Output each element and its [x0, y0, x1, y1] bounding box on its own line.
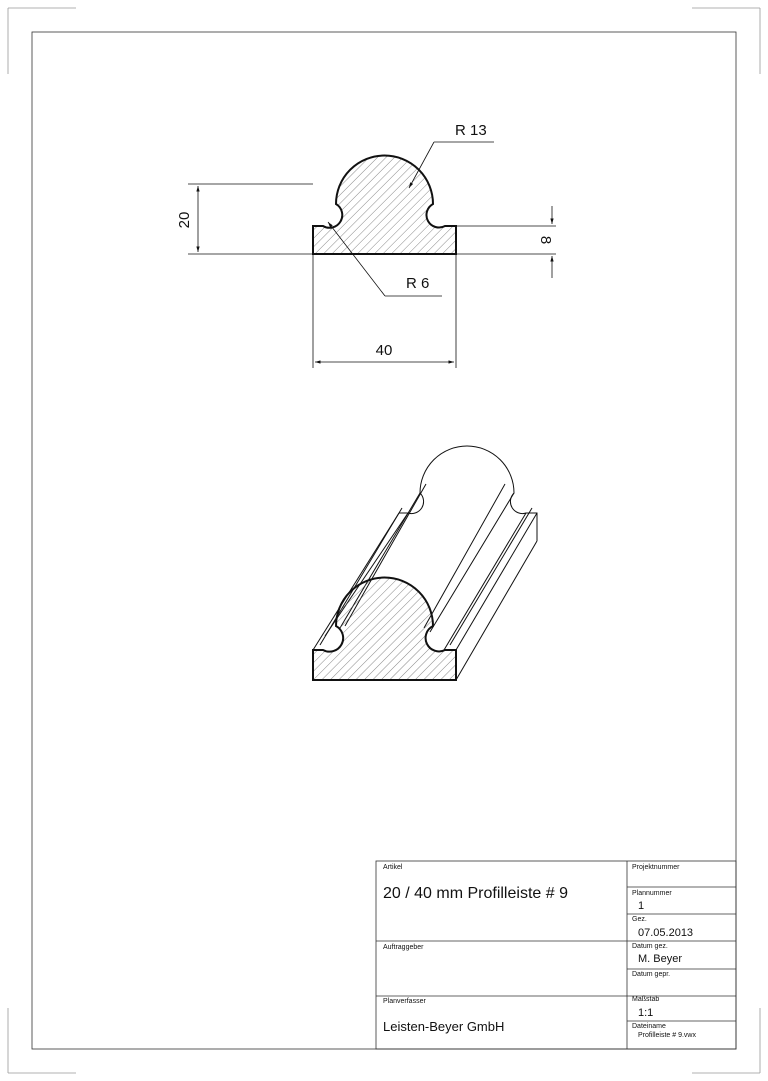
gez-label: Gez.: [632, 916, 647, 923]
auftraggeber-label: Auftraggeber: [383, 944, 424, 951]
plannummer-label: Plannummer: [632, 890, 672, 897]
plannummer-value: 1: [638, 900, 645, 912]
datum-gez-label: Datum gez.: [632, 943, 668, 950]
dimension-height-label: 20: [176, 211, 193, 229]
dateiname-value: Profilleiste # 9.vwx: [638, 1032, 696, 1039]
radius-bottom-label: R 6: [406, 275, 430, 292]
profile-isometric-front-face: [313, 578, 456, 680]
planverfasser-label: Planverfasser: [383, 998, 426, 1005]
planverfasser-value: Leisten-Beyer GmbH: [383, 1019, 505, 1034]
dateiname-label: Dateiname: [632, 1023, 666, 1030]
dimension-width-label: 40: [375, 342, 393, 359]
artikel-value: 20 / 40 mm Profilleiste # 9: [383, 885, 568, 902]
datum-gepr-label: Datum gepr.: [632, 971, 671, 978]
datum-gez-value: M. Beyer: [638, 953, 683, 965]
dimension-height: [188, 184, 313, 254]
profile-cross-section: [313, 156, 456, 254]
massstab-value: 1:1: [638, 1007, 654, 1019]
gez-value: 07.05.2013: [638, 927, 694, 939]
artikel-label: Artikel: [383, 864, 403, 871]
radius-top-label: R 13: [455, 122, 487, 139]
projektnummer-label: Projektnummer: [632, 864, 680, 871]
dimension-step-label: 8: [537, 235, 554, 245]
massstab-label: Maßstab: [632, 996, 660, 1003]
